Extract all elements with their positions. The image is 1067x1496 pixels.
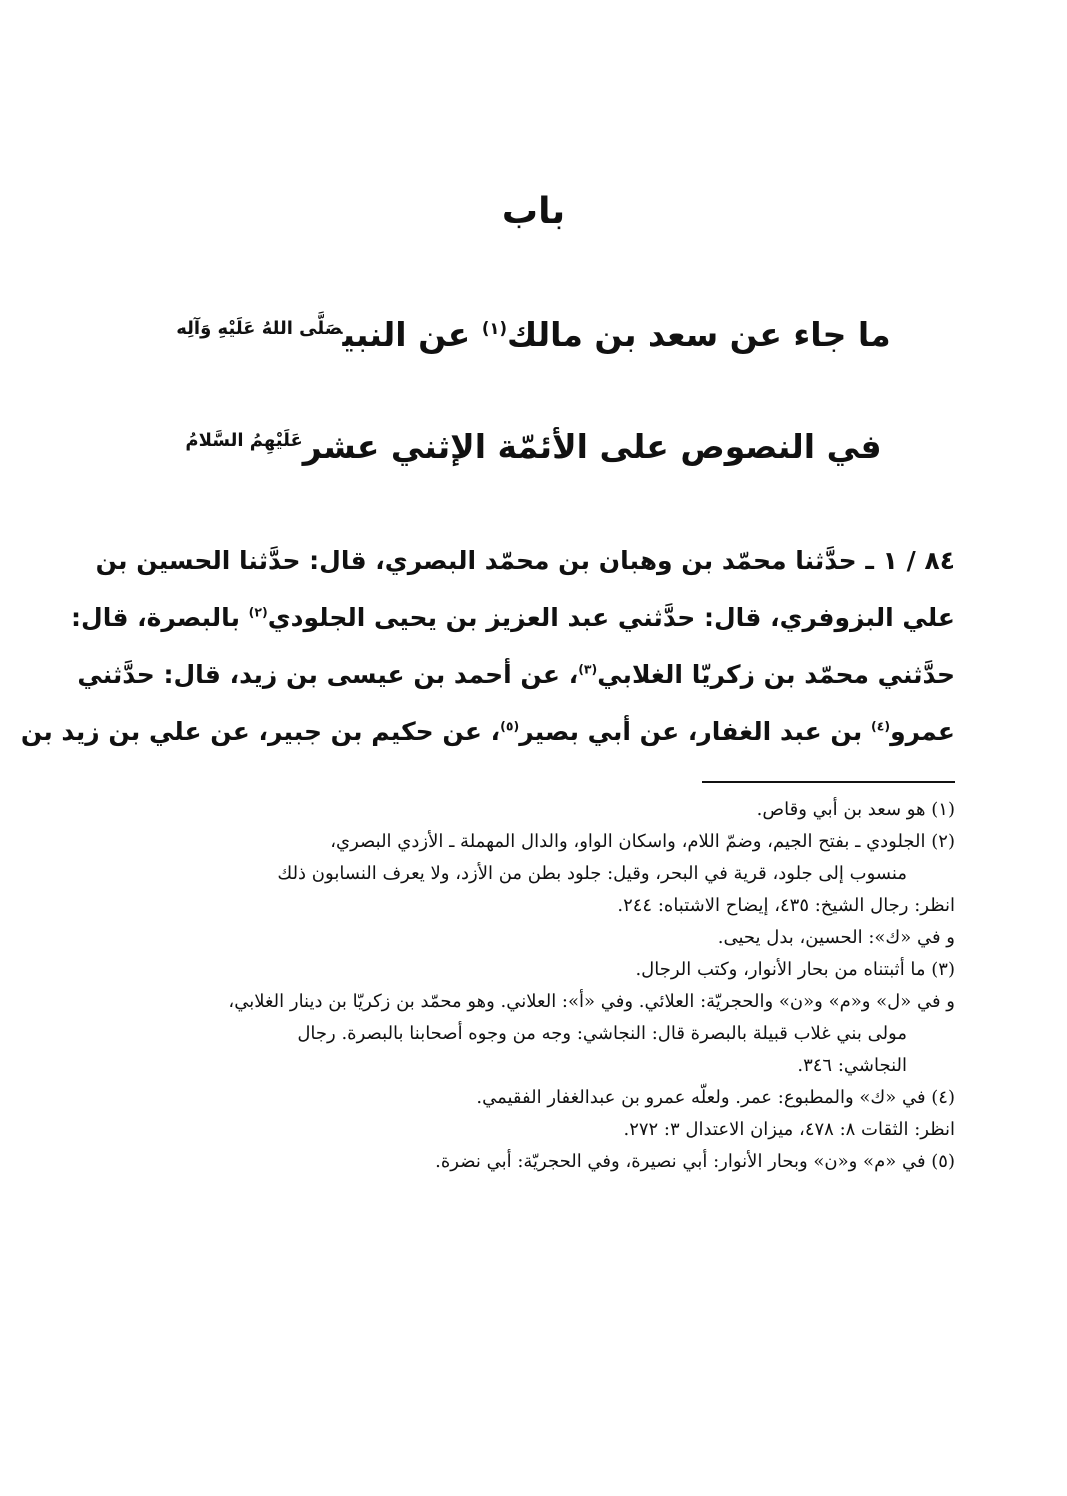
- footnote-line: منسوب إلى جلود، قرية في البحر، وقيل: جلود بطن من الأزد، ولا يعرف النسابون ذلك: [277, 863, 907, 884]
- footnote-ref-5: (٥): [500, 718, 520, 734]
- chapter-title-line-2: [0, 414, 1067, 474]
- footnote-ref-1: (١): [481, 319, 507, 338]
- footnote-separator: [702, 781, 955, 783]
- honorific-ligature-imams: عَلَيْهِمُ السَّلامُ: [185, 430, 303, 451]
- footnote-line: انظر: الثقات ٨: ٤٧٨، ميزان الاعتدال ٣: ٢٧٢.: [623, 1119, 955, 1140]
- footnote-ref-3: (٣): [578, 661, 598, 677]
- footnote-line: (٤) في «ك» والمطبوع: عمر. ولعلّه عمرو بن عبدالغفار الفقيمي.: [476, 1087, 955, 1108]
- footnote-line: (٣) ما أثبتناه من بحار الأنوار، وكتب الرجال.: [635, 959, 955, 980]
- body-line-3-end: ، عن أحمد بن عيسى بن زيد، قال: حدَّثني: [77, 660, 579, 689]
- body-line-2-start: علي البزوفري، قال: حدَّثني عبد العزيز بن يحيى الجلودي: [267, 603, 955, 632]
- footnote-line: (٥) في «م» و«ن» وبحار الأنوار: أبي نصيرة، وفي الحجريّة: أبي نضرة.: [435, 1151, 955, 1172]
- body-line-2-end: بالبصرة، قال:: [71, 603, 249, 632]
- body-line-4-part-1: عمرو: [890, 717, 955, 746]
- footnote-line: و في «ل» و«م» و«ن» والحجريّة: العلائي. وفي «أ»: العلاني. وهو محمّد بن زكريّا بن دينار الغلابي،: [228, 991, 955, 1012]
- footnote-line: (٢) الجلودي ـ بفتح الجيم، وضمّ اللام، واسكان الواو، والدال المهملة ـ الأزدي البصري،: [330, 831, 955, 852]
- footnote-line: و في «ك»: الحسين، بدل يحيى.: [717, 927, 955, 948]
- body-line-4: [20, 703, 955, 760]
- body-line-1: ٨٤ / ١ ـ حدَّثنا محمّد بن وهبان بن محمّد البصري، قال: حدَّثنا الحسين بن: [95, 546, 955, 575]
- chapter-word: باب: [501, 191, 566, 232]
- body-line-4-part-2: بن عبد الغفار، عن أبي بصير: [519, 717, 871, 746]
- footnote-line: انظر: رجال الشيخ: ٤٣٥، إيضاح الاشتباه: ٢٤٤.: [617, 895, 955, 916]
- footnote-line: (١) هو سعد بن أبي وقاص.: [756, 799, 955, 820]
- footnote-ref-2: (٢): [248, 604, 268, 620]
- honorific-ligature-prophet: صَلَّى اللهُ عَلَيْهِ وَآلِه: [176, 318, 343, 339]
- footnote-ref-4: (٤): [870, 718, 891, 734]
- title-1-text-end: عن النبي: [342, 315, 482, 354]
- title-2-text: في النصوص على الأئمّة الإثني عشر: [302, 427, 882, 466]
- footnote-line: مولى بني غلاب قبيلة بالبصرة قال: النجاشي: وجه من وجوه أصحابنا بالبصرة. رجال: [297, 1023, 907, 1044]
- chapter-title-line-1: [0, 302, 1067, 362]
- hadith-body: [20, 532, 955, 760]
- body-line-2: [71, 589, 955, 646]
- body-line-3-start: حدَّثني محمّد بن زكريّا الغلابي: [597, 660, 955, 689]
- body-line-3: [77, 646, 955, 703]
- body-line-4-part-3: ، عن حكيم بن جبير، عن علي بن زيد بن: [20, 717, 501, 746]
- title-1-text: ما جاء عن سعد بن مالك: [507, 315, 891, 354]
- footnote-line: النجاشي: ٣٤٦.: [797, 1055, 907, 1076]
- footnotes: [107, 794, 955, 1178]
